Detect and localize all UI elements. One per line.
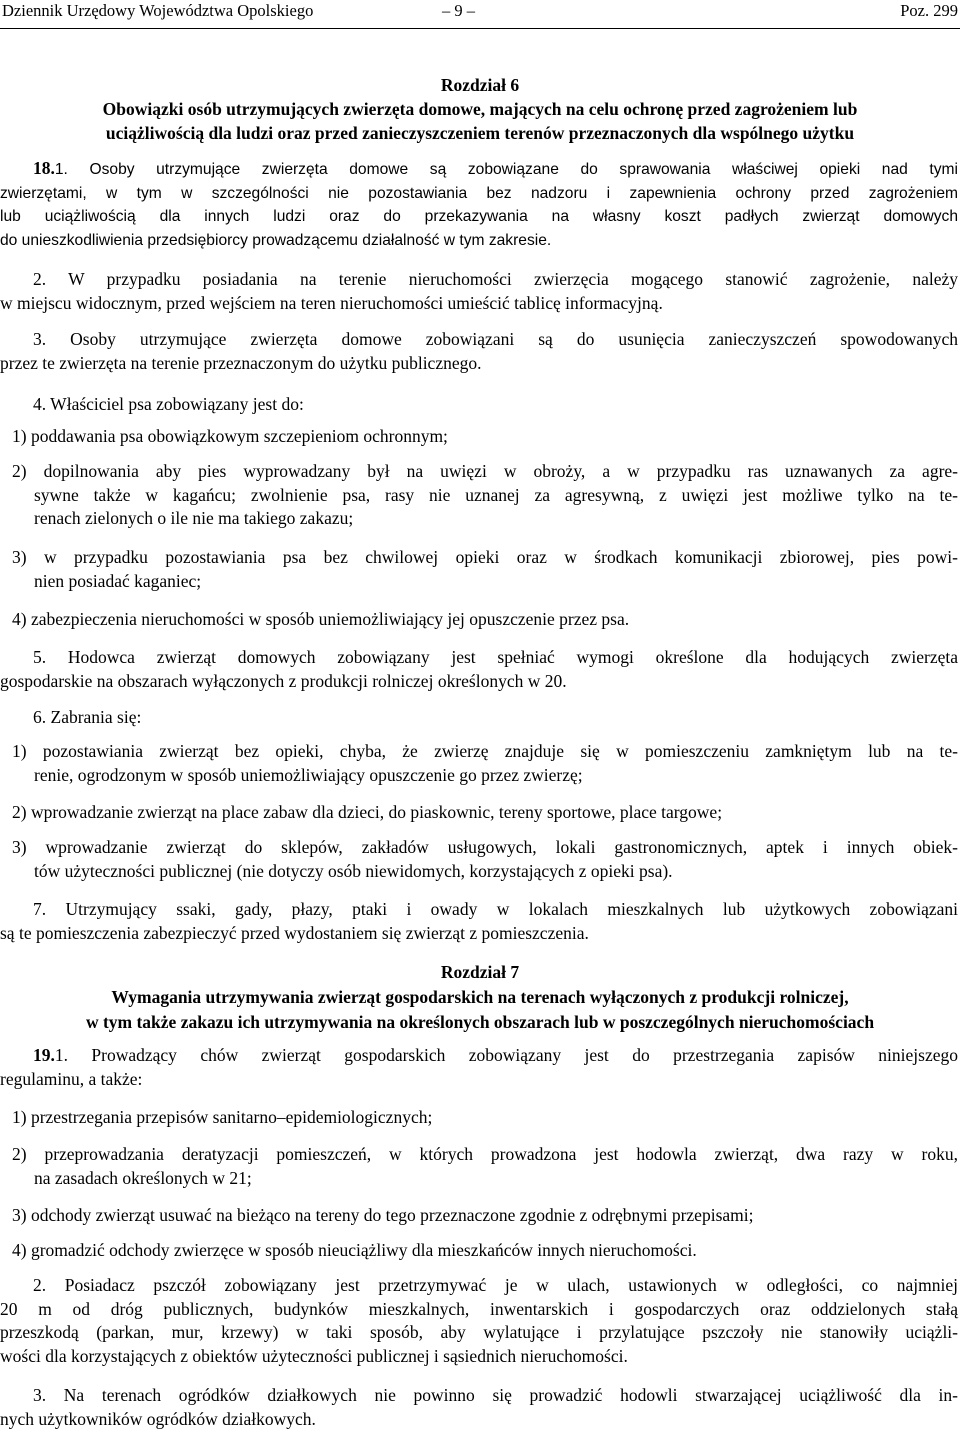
section-18-para-6: 6. Zabrania się: (33, 707, 142, 727)
section-19-item-2: 2) przeprowadzania deratyzacji pomieszczeń, w których prowadzona jest hodowla zwierząt, dwa razy w roku, na zasadach określonych w 21; (12, 1144, 958, 1188)
section-19-para-1: 19.1. Prowadzący chów zwierząt gospodarskich zobowiązany jest do przestrzegania zapisów niniejszego regulaminu, a także: (0, 1045, 958, 1089)
page-header (0, 0, 960, 29)
section-18-p2-line-2: w miejscu widocznym, przed wejściem na teren nieruchomości umieścić tablicę informacyjną. (0, 292, 663, 313)
section-18-p4-item-4: 4) zabezpieczenia nieruchomości w sposób uniemożliwiający jej opuszczenie przez psa. (12, 609, 630, 629)
section-19-item-4: 4) gromadzić odchody zwierzęce w sposób nieuciążliwy dla mieszkańców innych nieruchomości. (12, 1240, 697, 1260)
section-18-p4-item-3: 3) w przypadku pozostawiania psa bez chwilowej opieki oraz w środkach komunikacji zbiorowej, pies powi- nien posiadać kaganiec; (12, 547, 958, 591)
section-18-para-1 (0, 157, 958, 252)
section-18-p1-line-4: do unieszkodliwienia przedsiębiorcy prowadzącemu działalność w tym zakresie. (0, 231, 552, 249)
item-number: Poz. 299 (900, 1, 958, 20)
section-18-p3-line-2: przez te zwierzęta na terenie przeznaczonym do użytku publicznego. (0, 352, 482, 373)
chapter-6-title: Rozdział 6 (440, 75, 520, 95)
page-number: – 9 – (442, 1, 475, 20)
chapter-6-subtitle-2: uciążliwością dla ludzi oraz przed zanieczyszczeniem terenów przeznaczonych dla wspólnego użytku (105, 123, 855, 143)
section-18-para-4 (0, 393, 958, 417)
section-18-para-2 (0, 268, 958, 315)
section-19-para-2: 2. Posiadacz pszczół zobowiązany jest przetrzymywać je w ulach, ustawionych w odległości, co najmniej 20 m od dróg publicznych, budynków mieszkalnych, inwentarskich i gospodarczych oraz oddzielonych stałą przeszkodą (parkan, mur, krzewy) w taki sposób, aby wylatujące i przylatujące pszczoły nie stanowiły uciążli- wości dla korzystających z obiektów użyteczności publicznej i sąsiednich nieruchomości. (0, 1275, 958, 1366)
section-19-number: 19. (33, 1045, 55, 1065)
section-18-p4-intro: 4. Właściciel psa zobowiązany jest do: (33, 394, 304, 414)
chapter-7-subtitle-1: Wymagania utrzymywania zwierząt gospodarskich na terenach wyłączonych z produkcji rolniczej, (111, 987, 849, 1007)
section-18-p6-item-1: 1) pozostawiania zwierząt bez opieki, chyba, że zwierzę znajduje się w pomieszczeniu zamkniętym lub na te- renie, ogrodzonym w sposób uniemożliwiający opuszczenie go przez zwierzę; (12, 741, 958, 785)
section-19-item-3: 3) odchody zwierząt usuwać na bieżąco na tereny do tego przeznaczone zgodnie z odrębnymi przepisami; (12, 1205, 754, 1225)
chapter-7-title: Rozdział 7 (440, 962, 520, 982)
section-18-p3-line-1: 3. Osoby utrzymujące zwierzęta domowe zobowiązani są do usunięcia zanieczyszczeń spowodowanych (33, 329, 958, 349)
section-18-p6-item-3: 3) wprowadzanie zwierząt do sklepów, zakładów usługowych, lokali gastronomicznych, aptek i innych obiek- tów użyteczności publicznej (nie dotyczy osób niewidomych, korzystających z opieki psa). (12, 837, 958, 881)
section-18-para-3 (0, 328, 958, 375)
section-19-item-1: 1) przestrzegania przepisów sanitarno–epidemiologicznych; (12, 1107, 433, 1127)
section-18-p2-line-1: 2. W przypadku posiadania na terenie nieruchomości zwierzęcia mogącego stanowić zagrożenie, należy (33, 269, 958, 289)
section-18-p1-line-3: lub uciążliwością dla innych ludzi oraz do przekazywania na własny koszt padłych zwierząt domowych (0, 208, 958, 225)
section-18-p4-item-1: 1) poddawania psa obowiązkowym szczepieniom ochronnym; (12, 426, 448, 446)
section-18-para-5: 5. Hodowca zwierząt domowych zobowiązany jest spełniać wymogi określone dla hodujących zwierzęta gospodarskie na obszarach wyłączonych z produkcji rolniczej określonych w 20. (0, 647, 958, 691)
section-18-p1-line-2: zwierzętami, w tym w szczególności nie pozostawiania bez nadzoru i zapewnienia ochrony przed zagrożeniem (0, 184, 958, 202)
section-18-para-7: 7. Utrzymujący ssaki, gady, płazy, ptaki i owady w lokalach mieszkalnych lub użytkowych zobowiązani są te pomieszczenia zabezpieczyć przed wydostaniem się zwierząt z pomieszczenia. (0, 899, 958, 943)
section-18-p4-item-2: 2) dopilnowania aby pies wyprowadzany był na uwięzi w obroży, a w przypadku ras uznawanych za agre- sywne także w kagańcu; zwolnienie psa, rasy nie uznanej za agresywną, z uwięzi jest możliwe tylko na te- renach zielonych o ile nie ma takiego zakazu; (12, 461, 958, 528)
chapter-7-subtitle-2: w tym także zakazu ich utrzymywania na określonych obszarach lub w poszczególnych nieruchomościach (85, 1012, 875, 1032)
section-18-p1-line-1: 1. Osoby utrzymujące zwierzęta domowe są zobowiązane do sprawowania właściwej opieki nad tymi (54, 161, 958, 178)
section-18-p6-item-2: 2) wprowadzanie zwierząt na place zabaw dla dzieci, do piaskownic, tereny sportowe, place targowe; (12, 802, 723, 822)
section-19-para-3: 3. Na terenach ogródków działkowych nie powinno się prowadzić hodowli stwarzającej uciążliwość dla in- nych użytkowników ogródków działkowych. (0, 1385, 958, 1429)
chapter-6-subtitle-1: Obowiązki osób utrzymujących zwierzęta domowe, mających na celu ochronę przed zagrożeniem lub (102, 99, 858, 119)
journal-title: Dziennik Urzędowy Województwa Opolskiego (2, 1, 314, 20)
section-18-number: 18. (33, 158, 55, 178)
